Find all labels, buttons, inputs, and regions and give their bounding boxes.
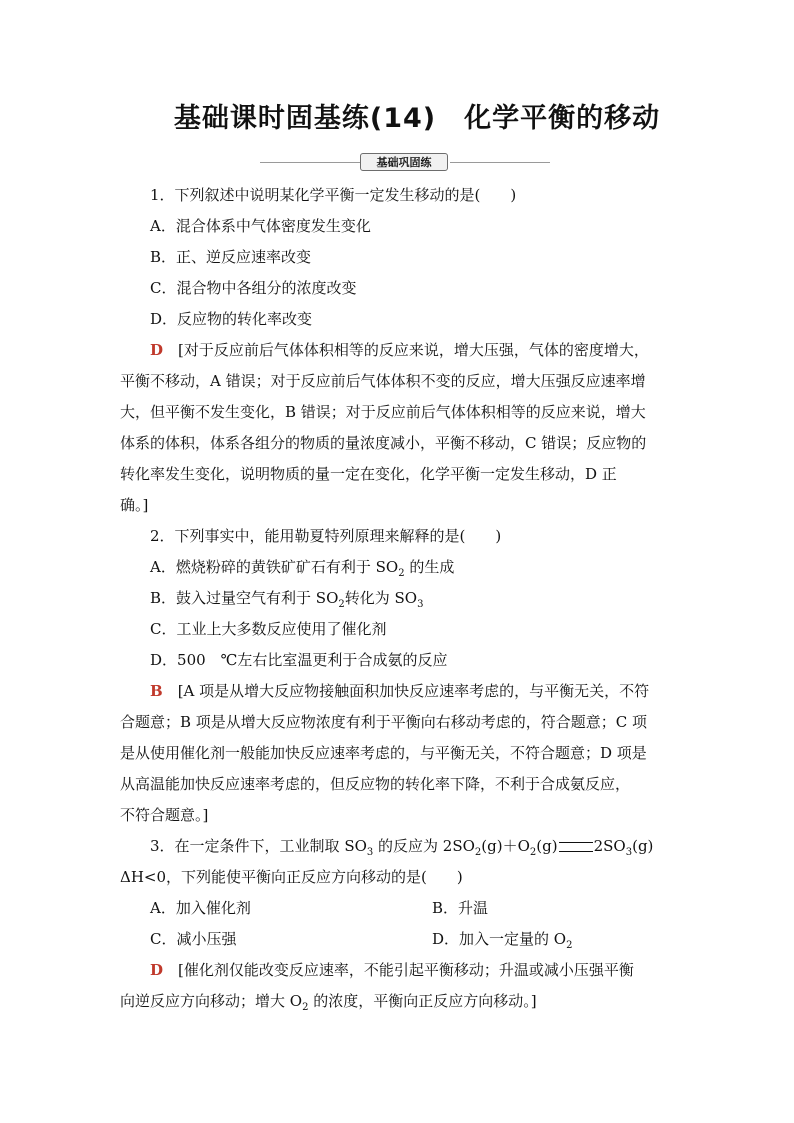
q3-options-row2 [120, 924, 680, 955]
q3-answer [120, 955, 680, 1017]
q2-answer-line: 是从使用催化剂一般能加快反应速率考虑的，与平衡无关，不符合题意；D 项是 [120, 744, 647, 762]
q1-option-c: C．混合物中各组分的浓度改变 [150, 279, 357, 297]
title-main: 基础课时固基练(14) [173, 103, 437, 134]
q3-answer-line: [催化剂仅能改变反应速率，不能引起平衡移动；升温或减小压强平衡 [178, 961, 634, 979]
q1-answer-line: 体系的体积，体系各组分的物质的量浓度减小，平衡不移动，C 错误；反应物的 [120, 434, 647, 452]
q2-stem: 2．下列事实中，能用勒夏特列原理来解释的是( ) [150, 527, 502, 545]
q1-stem: 1．下列叙述中说明某化学平衡一定发生移动的是( ) [150, 186, 517, 204]
q2-option-b: B．鼓入过量空气有利于 $SO_2$转化为 $SO_3$ [150, 589, 424, 610]
q3-answer-line: 向逆反应方向移动；增大 $O_2$ 的浓度，平衡向正反应方向移动。] [120, 992, 537, 1013]
q1-answer-letter: D [150, 341, 164, 359]
q1-answer-line: 大，但平衡不发生变化，B 错误；对于反应前后气体体积相等的反应来说，增大 [120, 403, 646, 421]
equilibrium-arrow-icon [559, 842, 593, 852]
q1-answer-line: 确。] [120, 496, 149, 514]
q3-options-row1 [120, 893, 680, 924]
q2-option-d: D．500 ℃左右比室温更利于合成氨的反应 [150, 651, 448, 669]
q1-option-a: A．混合体系中气体密度发生变化 [150, 217, 371, 235]
section-header [260, 152, 550, 172]
q2-answer-line: 不符合题意。] [120, 806, 209, 824]
divider-right [450, 162, 550, 163]
q2-answer [120, 676, 680, 831]
q2-answer-line: 从高温能加快反应速率考虑的，但反应物的转化率下降，不利于合成氨反应， [120, 775, 631, 793]
q2-option-c: C．工业上大多数反应使用了催化剂 [150, 620, 387, 638]
q3-stem: 3．在一定条件下，工业制取 $SO_3$ 的反应为 $2SO_2(g)+O_2(g)$ $2SO_3(g)$ [150, 837, 654, 858]
q1-answer [120, 335, 680, 521]
content [120, 180, 680, 1017]
q1-answer-line: 平衡不移动，A 错误；对于反应前后气体体积不变的反应，增大压强反应速率增 [120, 372, 646, 390]
q2-answer-line: 合题意；B 项是从增大反应物浓度有利于平衡向右移动考虑的，符合题意；C 项 [120, 713, 648, 731]
q1-answer-line: 转化率发生变化，说明物质的量一定在变化，化学平衡一定发生移动，D 正 [120, 465, 617, 483]
q1-option-b: B．正、逆反应速率改变 [150, 248, 312, 266]
q3-option-c: C．减小压强 [150, 930, 237, 948]
q3-option-a: A．加入催化剂 [150, 899, 251, 917]
section-badge: 基础巩固练 [360, 153, 448, 171]
q3-option-b: B．升温 [432, 899, 489, 917]
q3-answer-letter: D [150, 961, 164, 979]
q1-option-d: D．反应物的转化率改变 [150, 310, 313, 328]
divider-left [260, 162, 360, 163]
q3-option-d: D．加入一定量的 $O_2$ [432, 930, 573, 951]
q2-option-a: A．燃烧粉碎的黄铁矿矿石有利于 $SO_2$ 的生成 [150, 558, 455, 579]
q1-answer-line: [对于反应前后气体体积相等的反应来说，增大压强，气体的密度增大， [178, 341, 649, 359]
page-title [0, 96, 794, 135]
q2-answer-letter: B [150, 682, 163, 700]
q3-stem-line2: ΔH<0，下列能使平衡向正反应方向移动的是( ) [120, 868, 463, 886]
title-sub: 化学平衡的移动 [464, 103, 661, 134]
q2-answer-line: [A 项是从增大反应物接触面积加快反应速率考虑的，与平衡无关，不符 [177, 682, 650, 700]
